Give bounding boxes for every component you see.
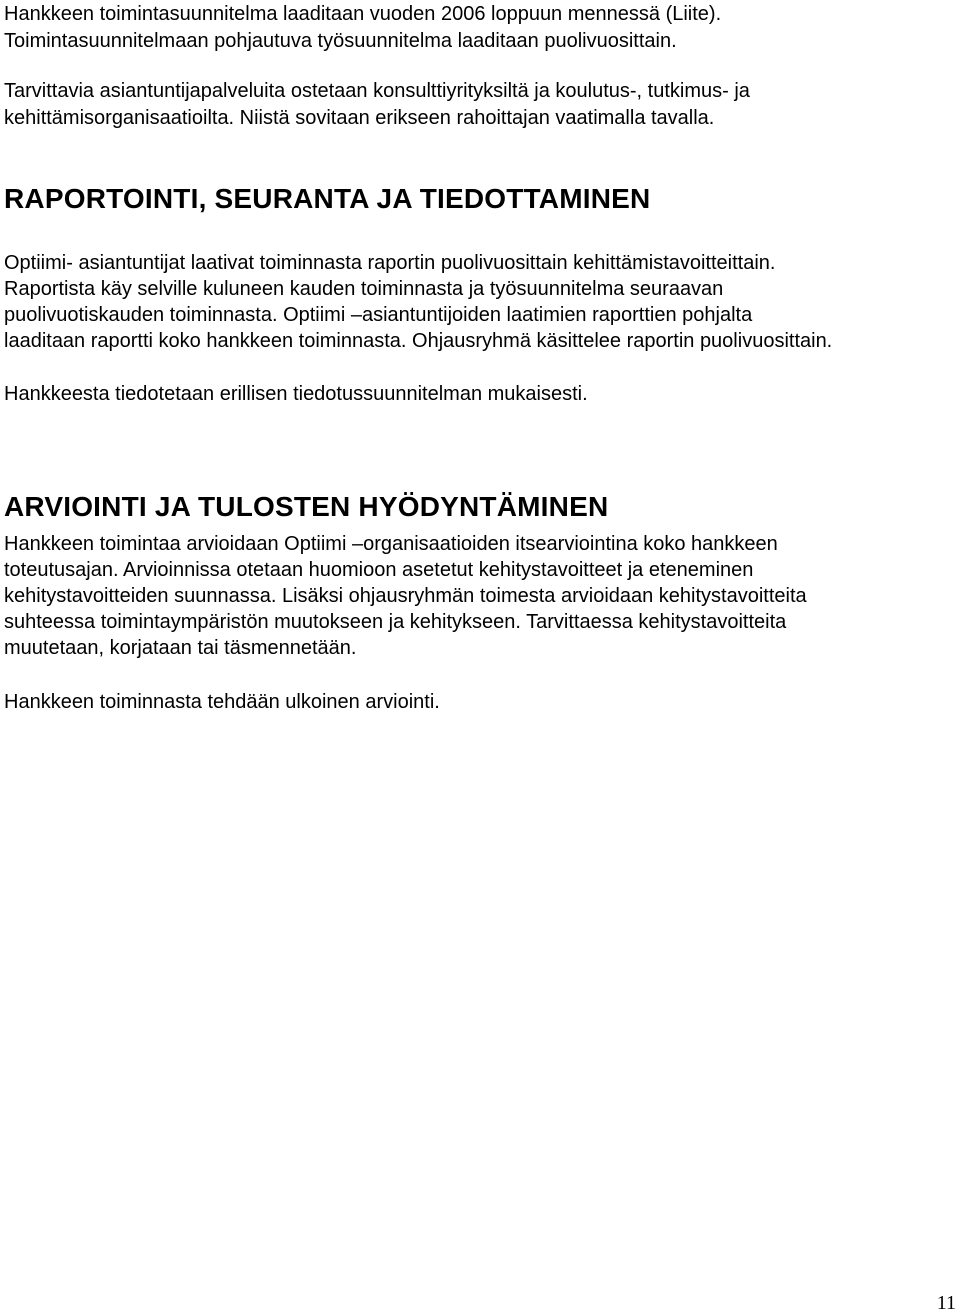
- page-number: 11: [936, 1292, 956, 1314]
- reporting-paragraph-2: Hankkeesta tiedotetaan erillisen tiedotussuunnitelman mukaisesti.: [4, 383, 588, 405]
- evaluation-line-5: muutetaan, korjataan tai täsmennetään.: [4, 637, 357, 659]
- services-line-1: Tarvittavia asiantuntijapalveluita ostetaan konsulttiyrityksiltä ja koulutus-, tutkimus- ja: [4, 80, 750, 102]
- reporting-line-1: Optiimi- asiantuntijat laativat toiminnasta raportin puolivuosittain kehittämistavoitteittain.: [4, 252, 776, 274]
- reporting-line-2: Raportista käy selville kuluneen kauden toiminnasta ja työsuunnitelma seuraavan: [4, 278, 724, 300]
- evaluation-line-3: kehitystavoitteiden suunnassa. Lisäksi ohjausryhmän toimesta arvioidaan kehitystavoitteita: [4, 585, 807, 607]
- evaluation-line-1: Hankkeen toimintaa arvioidaan Optiimi –organisaatioiden itsearviointina koko hankkeen: [4, 533, 778, 555]
- evaluation-paragraph-2: Hankkeen toiminnasta tehdään ulkoinen arviointi.: [4, 691, 440, 713]
- services-line-2: kehittämisorganisaatioilta. Niistä sovitaan erikseen rahoittajan vaatimalla tavalla.: [4, 107, 715, 129]
- intro-line-2: Toimintasuunnitelmaan pohjautuva työsuunnitelma laaditaan puolivuosittain.: [4, 30, 677, 52]
- evaluation-line-4: suhteessa toimintaympäristön muutokseen ja kehitykseen. Tarvittaessa kehitystavoitteita: [4, 611, 787, 633]
- evaluation-line-2: toteutusajan. Arvioinnissa otetaan huomioon asetetut kehitystavoitteet ja eteneminen: [4, 559, 754, 581]
- reporting-line-4: laaditaan raportti koko hankkeen toiminnasta. Ohjausryhmä käsittelee raportin puolivuosittain.: [4, 330, 833, 352]
- section-heading-evaluation: ARVIOINTI JA TULOSTEN HYÖDYNTÄMINEN: [4, 491, 609, 522]
- reporting-line-3: puolivuotiskauden toiminnasta. Optiimi –asiantuntijoiden laatimien raporttien pohjalta: [4, 304, 753, 326]
- section-heading-reporting: RAPORTOINTI, SEURANTA JA TIEDOTTAMINEN: [4, 183, 651, 214]
- intro-line-1: Hankkeen toimintasuunnitelma laaditaan vuoden 2006 loppuun mennessä (Liite).: [4, 3, 722, 25]
